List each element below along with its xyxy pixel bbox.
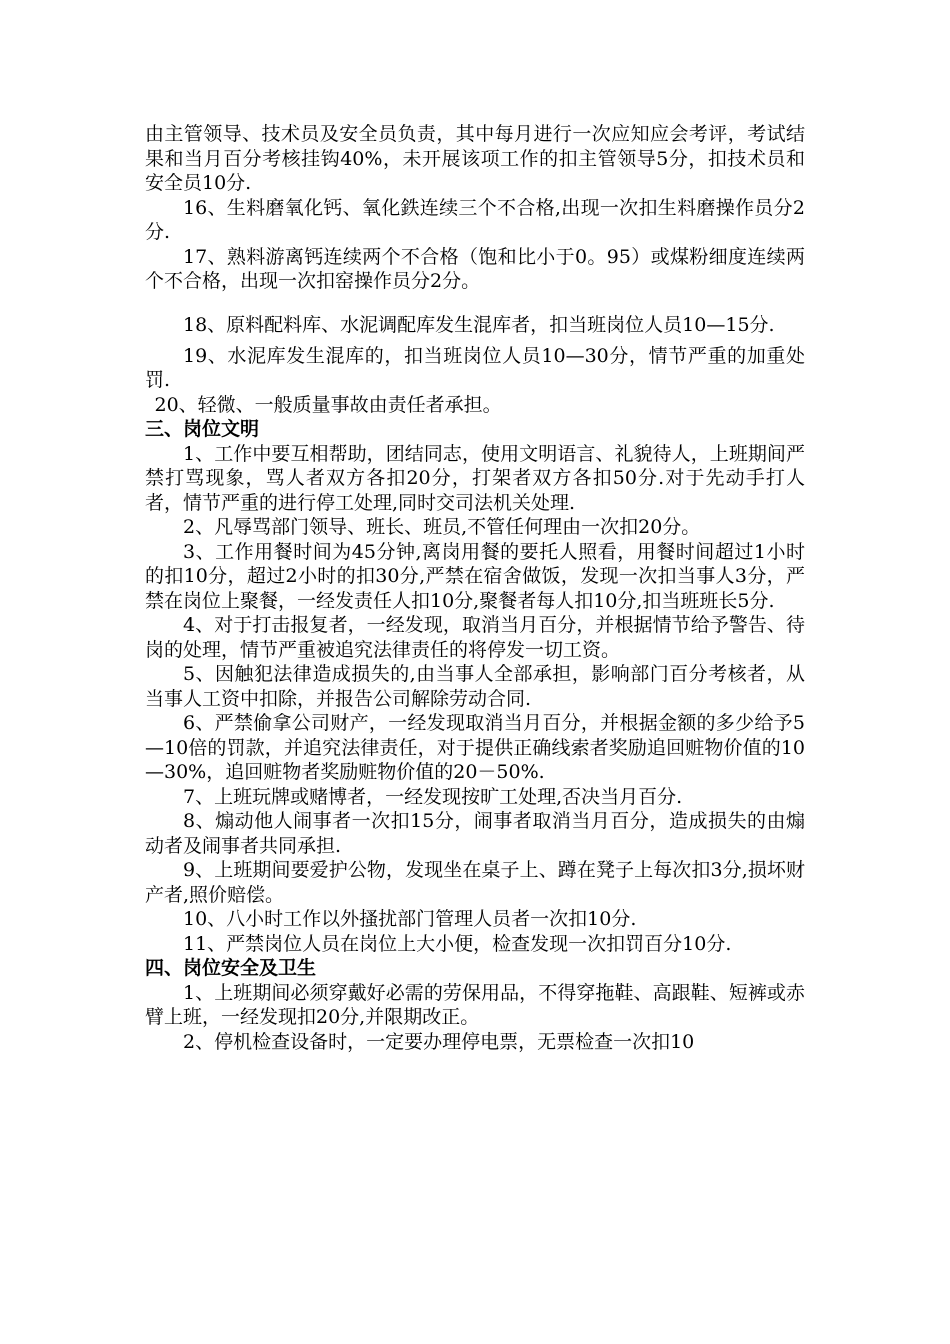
paragraph-item-20: 20、轻微、一般质量事故由责任者承担。 [154, 393, 502, 416]
section-heading-safety: 四、岗位安全及卫生 [145, 957, 317, 979]
civility-item-9: 9、上班期间要爱护公物，发现坐在桌子上、蹲在凳子上每次扣3分,损坏财产者,照价赔偿。 [145, 859, 805, 906]
civility-item-1: 1、工作中要互相帮助，团结同志，使用文明语言、礼貌待人，上班期间严禁打骂现象，骂人者双方各扣20分，打架者双方各扣50分.对于先动手打人者，情节严重的进行停工处理,同时交司法机关处理. [145, 442, 805, 514]
safety-item-2: 2、停机检查设备时，一定要办理停电票，无票检查一次扣10 [183, 1030, 695, 1053]
civility-item-11: 11、严禁岗位人员在岗位上大小便，检查发现一次扣罚百分10分. [183, 932, 732, 955]
civility-item-4: 4、对于打击报复者，一经发现，取消当月百分，并根据情节给予警告、待岗的处理，情节严重被追究法律责任的将停发一切工资。 [145, 614, 805, 661]
civility-item-5: 5、因触犯法律造成损失的,由当事人全部承担，影响部门百分考核者，从当事人工资中扣除，并报告公司解除劳动合同. [145, 663, 805, 710]
paragraph-item-17: 17、熟料游离钙连续两个不合格（饱和比小于0。95）或煤粉细度连续两个不合格，出现一次扣窑操作员分2分。 [145, 245, 805, 292]
document-page [145, 122, 805, 1054]
section-heading-civility: 三、岗位文明 [145, 418, 260, 440]
civility-item-6: 6、严禁偷拿公司财产，一经发现取消当月百分，并根据金额的多少给予5—10倍的罚款，并追究法律责任，对于提供正确线索者奖励追回赃物价值的10—30%，追回赃物者奖励赃物价值的20－50%. [145, 712, 805, 783]
civility-item-10: 10、八小时工作以外搔扰部门管理人员者一次扣10分. [183, 908, 637, 930]
civility-item-2: 2、凡辱骂部门领导、班长、班员,不管任何理由一次扣20分。 [183, 516, 701, 538]
paragraph-item-19: 19、水泥库发生混库的，扣当班岗位人员10—30分，情节严重的加重处罚. [145, 344, 805, 391]
civility-item-3: 3、工作用餐时间为45分钟,离岗用餐的要托人照看，用餐时间超过1小时的扣10分，超过2小时的扣30分,严禁在宿舍做饭，发现一次扣当事人3分，严禁在岗位上聚餐，一经发责任人扣10分,聚餐者每人扣10分,扣当班班长5分. [145, 540, 805, 612]
safety-item-1: 1、上班期间必须穿戴好必需的劳保用品，不得穿拖鞋、高跟鞋、短裤或赤臂上班，一经发现扣20分,并限期改正。 [145, 981, 805, 1028]
civility-item-7: 7、上班玩牌或赌博者，一经发现按旷工处理,否决当月百分. [183, 785, 683, 808]
paragraph-item-18: 18、原料配料库、水泥调配库发生混库者，扣当班岗位人员10—15分. [183, 313, 775, 336]
civility-item-8: 8、煽动他人闹事者一次扣15分，闹事者取消当月百分，造成损失的由煽动者及闹事者共同承担. [145, 810, 805, 857]
paragraph-item-16: 16、生料磨氧化钙、氧化鉄连续三个不合格,出现一次扣生料磨操作员分2分. [145, 196, 805, 243]
paragraph-continuation: 由主管领导、技术员及安全员负责，其中每月进行一次应知应会考评，考试结果和当月百分考核挂钩40%，未开展该项工作的扣主管领导5分，扣技术员和安全员10分. [145, 123, 805, 194]
